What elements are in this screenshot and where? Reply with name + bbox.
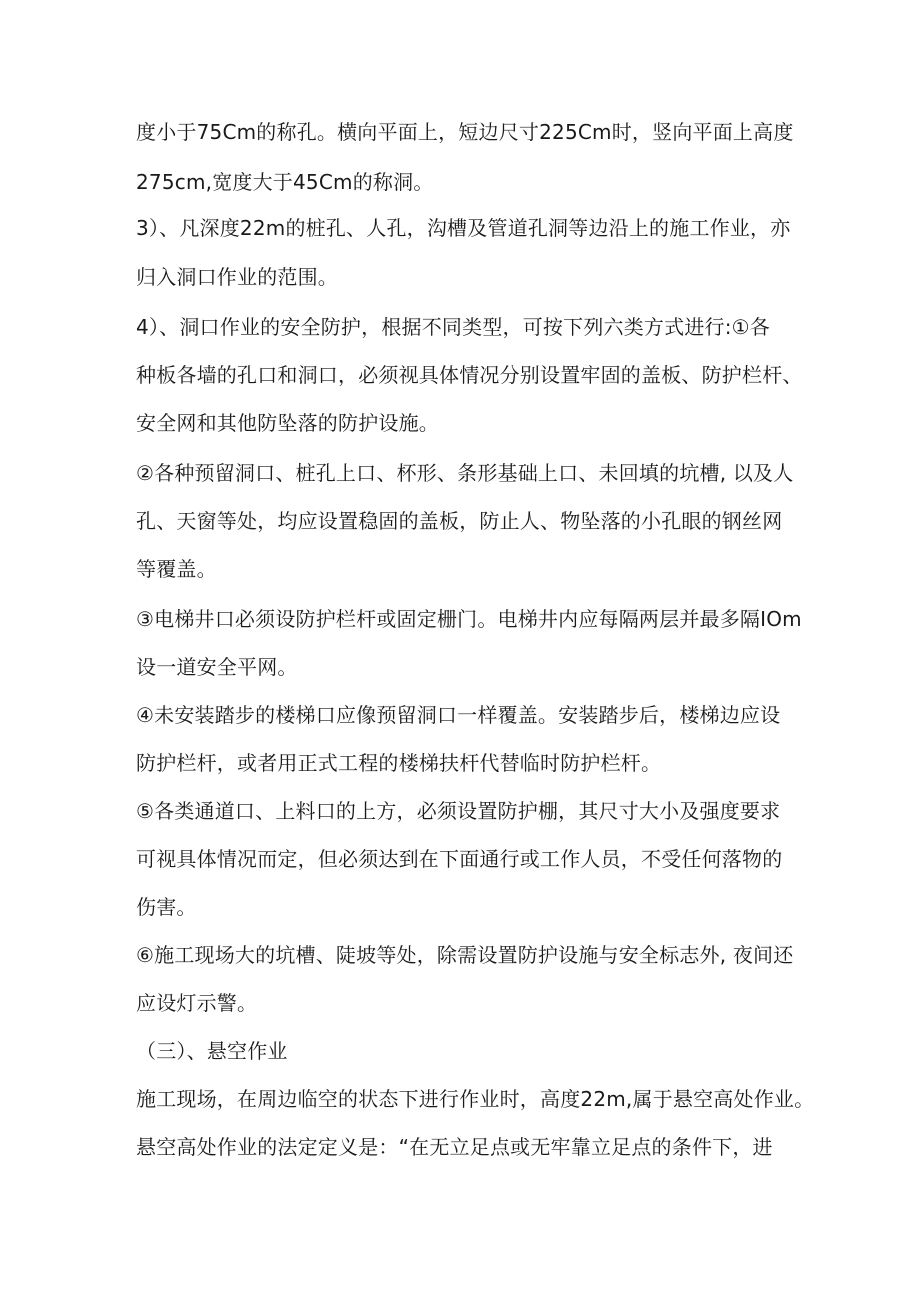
text-line: 孔、天窗等处，均应设置稳固的盖板，防止人、物坠落的小孔眼的钢丝网: [136, 509, 783, 533]
text-line: 防护栏杆，或者用正式工程的楼梯扶杆代替临时防护栏杆。: [136, 751, 662, 775]
text-line: 施工现场，在周边临空的状态下进行作业时，高度22m,属于悬空高处作业。: [136, 1087, 815, 1111]
text-line: ⑥施工现场大的坑槽、陡坡等处，除需设置防护设施与安全标志外, 夜间还: [136, 943, 794, 967]
text-line: 归入洞口作业的范围。: [136, 265, 338, 289]
text-line: 3）、凡深度22m的桩孔、人孔，沟槽及管道孔洞等边沿上的施工作业，亦: [136, 216, 791, 240]
text-line: ⑤各类通道口、上料口的上方，必须设置防护棚，其尺寸大小及强度要求: [136, 799, 781, 823]
text-line: 安全网和其他防坠落的防护设施。: [136, 411, 439, 435]
text-line: 种板各墙的孔口和洞口，必须视具体情况分别设置牢固的盖板、防护栏杆、: [136, 363, 803, 387]
text-line: 4）、洞口作业的安全防护，根据不同类型，可按下列六类方式进行:①各: [136, 315, 770, 339]
text-line: 275cm,宽度大于45Cm的称洞。: [136, 170, 434, 194]
text-line: ③电梯井口必须设防护栏杆或固定栅门。电梯井内应每隔两层并最多隔IOm: [136, 607, 802, 631]
text-line: 设一道安全平网。: [136, 655, 298, 679]
text-line: 可视具体情况而定，但必须达到在下面通行或工作人员，不受任何落物的: [136, 847, 783, 871]
text-line: 悬空高处作业的法定定义是：“在无立足点或无牢靠立足点的条件下，进: [136, 1135, 773, 1159]
text-line: 度小于75Cm的称孔。横向平面上，短边尺寸225Cm时，竖向平面上高度: [136, 120, 794, 144]
text-line: 应设灯示警。: [136, 991, 258, 1015]
text-line: ④未安装踏步的楼梯口应像预留洞口一样覆盖。安装踏步后，楼梯边应设: [136, 703, 781, 727]
text-line: 伤害。: [136, 895, 197, 919]
text-line: 等覆盖。: [136, 557, 217, 581]
section-heading: （三）、悬空作业: [136, 1039, 288, 1063]
text-line: ②各种预留洞口、桩孔上口、杯形、条形基础上口、未回填的坑槽, 以及人: [136, 461, 794, 485]
